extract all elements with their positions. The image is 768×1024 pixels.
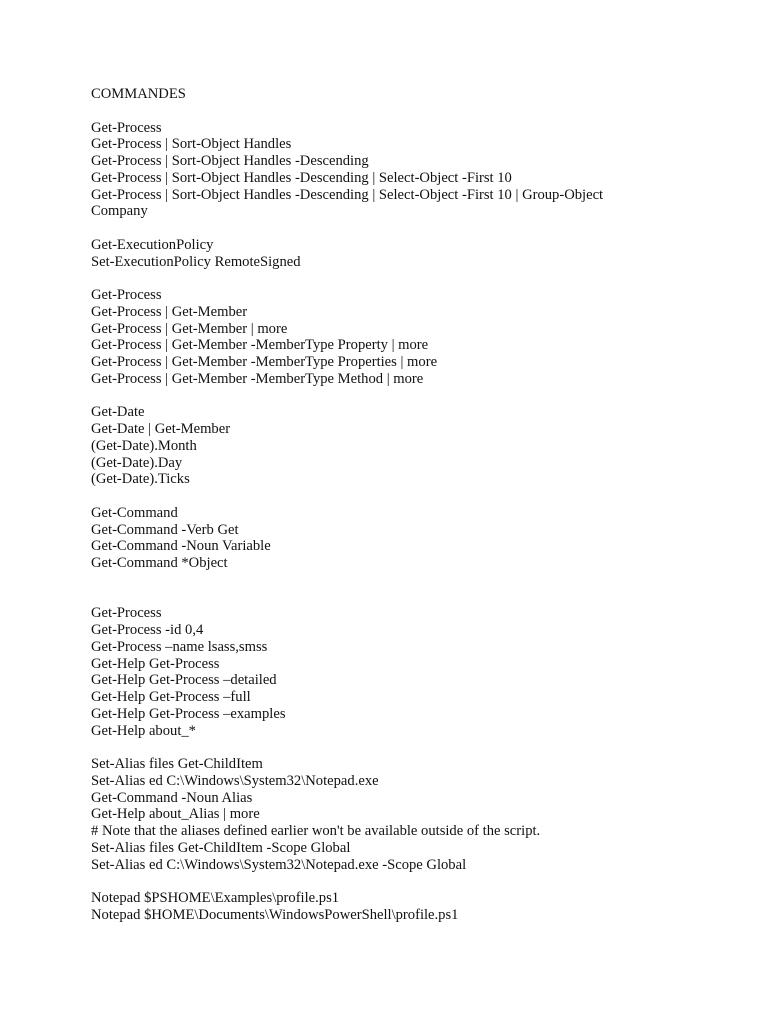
command-line: Get-Process | Get-Member -MemberType Properties | more (91, 354, 438, 370)
command-line: Get-Process | Get-Member (91, 303, 248, 320)
command-line: Set-Alias ed C:\Windows\System32\Notepad.exe -Scope Global (91, 856, 467, 873)
command-line: (Get-Date).Month (91, 437, 197, 454)
command-line: Company (91, 203, 148, 220)
command-line: Get-Help Get-Process –detailed (91, 672, 277, 689)
command-line: Get-Process -id 0,4 (91, 622, 204, 638)
command-line: Get-Process | Sort-Object Handles (91, 136, 292, 153)
command-block (91, 404, 691, 488)
command-block (91, 890, 691, 924)
command-line: Get-Help Get-Process (91, 655, 220, 672)
command-block (91, 237, 691, 271)
command-block (91, 756, 691, 873)
command-line: Notepad $HOME\Documents\WindowsPowerShell\profile.ps1 (91, 906, 459, 923)
command-line: Get-Process | Get-Member -MemberType Method | more (91, 370, 424, 387)
command-line: Get-Command -Noun Alias (91, 789, 253, 806)
document-title: COMMANDES (91, 86, 186, 102)
command-line: Get-Command -Noun Variable (91, 538, 271, 555)
command-line: Notepad $PSHOME\Examples\profile.ps1 (91, 890, 340, 906)
command-line: Get-Help Get-Process –full (91, 689, 251, 705)
command-line: Get-Process (91, 119, 162, 136)
command-line: Set-Alias ed C:\Windows\System32\Notepad.exe (91, 772, 379, 789)
command-line: Get-ExecutionPolicy (91, 236, 214, 253)
command-line: Get-Command *Object (91, 555, 228, 571)
command-line: # Note that the aliases defined earlier won't be available outside of the script. (91, 823, 541, 839)
command-line: Get-Process | Sort-Object Handles -Descending | Select-Object -First 10 | Group-Object (91, 186, 604, 203)
command-blocks (91, 120, 691, 924)
command-line: Get-Process | Sort-Object Handles -Descending (91, 153, 369, 169)
command-line: Get-Help Get-Process –examples (91, 705, 286, 722)
command-line: Get-Process (91, 605, 162, 622)
command-line: Get-Process –name lsass,smss (91, 638, 268, 655)
document-body (91, 86, 691, 940)
command-line: Get-Date | Get-Member (91, 421, 231, 437)
command-line: Set-ExecutionPolicy RemoteSigned (91, 253, 301, 270)
command-block (91, 505, 691, 572)
command-block (91, 287, 691, 388)
command-block (91, 120, 691, 221)
command-line: Get-Command -Verb Get (91, 521, 239, 538)
command-line: (Get-Date).Ticks (91, 471, 190, 488)
command-line: Set-Alias files Get-ChildItem -Scope Global (91, 839, 351, 856)
command-line: (Get-Date).Day (91, 454, 183, 471)
command-line: Get-Help about_Alias | more (91, 806, 260, 823)
command-line: Get-Date (91, 404, 145, 421)
command-line: Get-Process (91, 287, 162, 303)
command-line: Get-Process | Get-Member | more (91, 320, 288, 337)
command-line: Get-Process | Sort-Object Handles -Descending | Select-Object -First 10 (91, 169, 512, 186)
command-line: Get-Process | Get-Member -MemberType Property | more (91, 337, 429, 354)
command-line: Get-Help about_* (91, 722, 196, 739)
command-line: Get-Command (91, 504, 178, 521)
command-line: Set-Alias files Get-ChildItem (91, 756, 263, 772)
command-block (91, 605, 691, 739)
